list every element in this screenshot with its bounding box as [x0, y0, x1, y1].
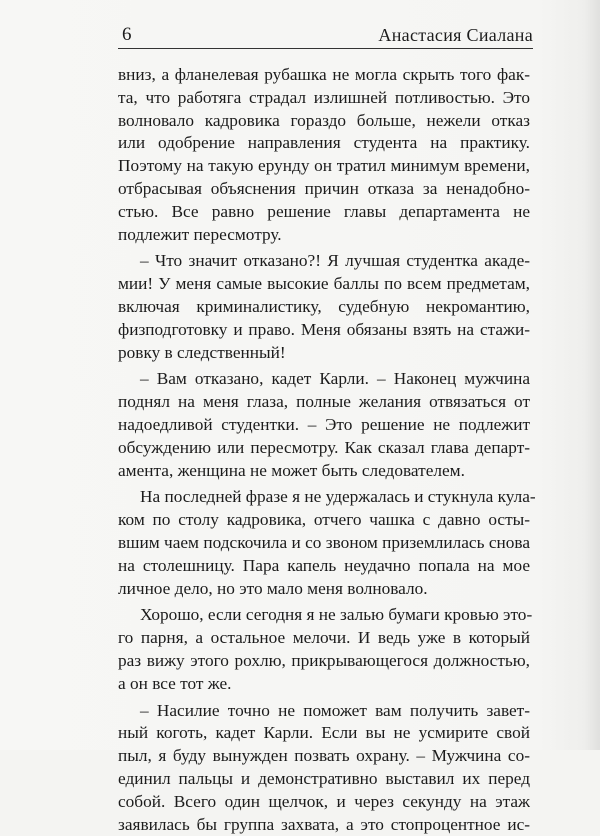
text-line: вшим чаем подскочила и со звоном приземлилась снова: [118, 532, 530, 555]
text-line: пыл, я буду вынужден позвать охрану. – Мужчина со-: [118, 745, 530, 768]
text-line: Хорошо, если сегодня я не залью бумаги кровью это-: [118, 604, 530, 627]
paragraph: [118, 368, 530, 482]
text-line: поднял на меня глаза, полные желания отвязаться от: [118, 391, 530, 414]
paragraph: [118, 700, 530, 836]
text-line: го парня, а остальное мелочи. И ведь уже в который: [118, 627, 530, 650]
page-header: [118, 24, 533, 49]
text-line: волновало кадровика гораздо больше, нежели отказ: [118, 110, 530, 133]
paragraph: [118, 604, 530, 695]
paragraph: [118, 486, 530, 600]
text-line: на столешницу. Пара капель неудачно попала на мое: [118, 555, 530, 578]
text-line: – Насилие точно не поможет вам получить завет-: [118, 700, 530, 723]
text-line: раз вижу этого рохлю, прикрывающегося должностью,: [118, 650, 530, 673]
text-line: включая криминалистику, судебную некромантию,: [118, 296, 530, 319]
text-line: надоедливой студентки. – Это решение не подлежит: [118, 414, 530, 437]
text-line: стью. Все равно решение главы департамента не: [118, 201, 530, 224]
text-line: ком по столу кадровика, отчего чашка с давно осты-: [118, 509, 530, 532]
text-line: подлежит пересмотру.: [118, 224, 530, 247]
text-line: На последней фразе я не удержалась и стукнула кула-: [118, 486, 530, 509]
text-line: амента, женщина не может быть следователем.: [118, 460, 530, 483]
text-line: вниз, а фланелевая рубашка не могла скрыть того фак-: [118, 64, 530, 87]
text-line: ный коготь, кадет Карли. Если вы не усмирите свой: [118, 722, 530, 745]
page-number: 6: [122, 24, 132, 46]
text-line: – Вам отказано, кадет Карли. – Наконец мужчина: [118, 368, 530, 391]
text-line: а он все тот же.: [118, 673, 530, 696]
text-line: та, что работяга страдал излишней потливостью. Это: [118, 87, 530, 110]
text-line: – Что значит отказано?! Я лучшая студентка акаде-: [118, 250, 530, 273]
text-line: или одобрение направления студента на практику.: [118, 132, 530, 155]
paragraph: [118, 250, 530, 364]
paragraph: [118, 64, 530, 246]
text-line: личное дело, но это мало меня волновало.: [118, 578, 530, 601]
body-text: [118, 64, 530, 836]
text-line: обсуждению или пересмотру. Как сказал глава департ-: [118, 437, 530, 460]
text-line: единил пальцы и демонстративно выставил их перед: [118, 768, 530, 791]
text-line: заявилась бы группа захвата, а это стопроцентное ис-: [118, 814, 530, 836]
text-line: ровку в следственный!: [118, 342, 530, 365]
text-line: мии! У меня самые высокие баллы по всем предметам,: [118, 273, 530, 296]
running-title: Анастасия Сиалана: [378, 24, 533, 46]
text-line: Поэтому на такую ерунду он тратил минимум времени,: [118, 155, 530, 178]
text-line: собой. Всего один щелчок, и через секунду на этаж: [118, 791, 530, 814]
text-line: отбрасывая объяснения причин отказа за ненадобно-: [118, 178, 530, 201]
page-edge-shadow: [584, 0, 600, 750]
text-line: физподготовку и право. Меня обязаны взять на стажи-: [118, 319, 530, 342]
